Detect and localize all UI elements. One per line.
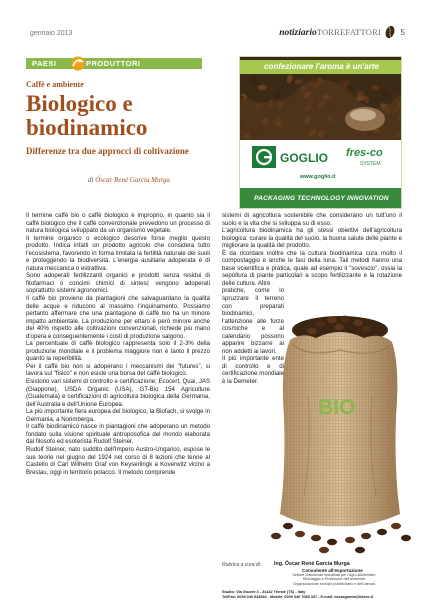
scattered-beans <box>271 523 411 553</box>
ad-partner-sub: SYSTEM <box>360 161 381 167</box>
ad-logos <box>240 140 402 188</box>
paragraph: Esistono vari sistemi di controllo e certificazione: Ecocert, Quai, JAS (Giappone), USDA Organic (USA), GT-Bio 154 Agriculture (Guatemala) e certificazioni di agricoltura biologica della Germania, dell'Australia e dell'Unione Europea. <box>26 378 210 408</box>
paragraph: Sono adoperati fertilizzanti organici e prodotti senza residui di fitofarmaci o concimi chimici di sintesi; vengono adoperati soprattutto sistemi agronomici. <box>26 272 210 295</box>
article-kicker: Caffè e ambiente <box>26 80 84 89</box>
coffee-sack-photo <box>268 296 414 556</box>
brand-bold: notiziario <box>279 28 317 38</box>
producers-logo-icon <box>70 56 86 71</box>
credits-contact <box>222 590 402 599</box>
ad-partner: fres-co <box>346 147 383 159</box>
paragraph: Rudolf Steiner, nato suddito dell'Impero Austro-Ungarico, espose le sue teorie nel giugno del 1924 nel corso di 8 lezioni che tenne al Castello di Carl Wilhelm Graf von Keyserlingk a Koverwitz vicino a Breslau, oggi in territorio polacco. Il metodo comprende <box>26 445 210 476</box>
credits-label: Rubrica a cura di: <box>222 562 262 568</box>
author-name: Óscar René García Murga <box>95 176 170 184</box>
paragraph: sistemi di agricoltura sostenibile che considerano un tutt'uno il suolo e la vita che si sviluppa su di esso. <box>222 212 402 227</box>
paragraph: Il termine caffè bio o caffè biologico è improprio, in quanto sia il caffè biologico che il caffè convenzionale prevedono un processo di natura biologica sviluppato da un organismo vegetale. <box>26 212 210 235</box>
paragraph: Il più importante ente di controllo e di certificazione mondiale è la Demeter. <box>222 355 284 386</box>
goglio-logo-icon <box>252 146 276 168</box>
coffee-bean-icon <box>385 25 395 39</box>
paragraph: La percentuale di caffè biologico rappresenta solo il 2-3% della produzione mondiale e il problema maggiore non è tanto il prezzo quanto la reperibilità. <box>26 340 210 363</box>
credits-line: Riciclaggio e Protezione dell'ambiente <box>302 577 366 582</box>
page-header <box>0 0 427 44</box>
credits-address: Studio: Via Gozzer 4 - 34142 Trieste (TS) - Italy <box>222 590 306 594</box>
paragraph: Il caffè bio proviene da piantagioni che salvaguardano la qualità delle acque e riducono al massimo l'inquinamento. Possiamo pertanto affermare che una piantagione di caffè bio ha un minore impatto ambientale. La produzione per ettaro è però minore anche del 40% rispetto alle coltivazioni convenzionali, richiede più mano d'opera e conseguentemente i costi di produzione salgono. <box>26 295 210 340</box>
goglio-advertisement[interactable] <box>239 56 402 209</box>
credits-phone-email[interactable]: Tel/Fax: 0039 040 943682 - Mobile: 0039 340 7085 337 - E-mail: oscargarcia@libero.it <box>222 594 373 599</box>
paragraph: La più importante fiera europea del biologico, la Biofach, si svolge in Germania, a Norimberga. <box>26 408 210 423</box>
left-column <box>26 212 210 476</box>
ad-url[interactable]: www.goglio.it <box>300 174 336 180</box>
ad-bean <box>258 85 266 91</box>
section-right: PRODUTTORI <box>86 59 141 68</box>
paragraph: È da ricordare inoltre che la cultura biodinamica cura molto il compostaggio e anche le fasi della luna. Tali metodi hanno una base scientifica e pratica, quale ad esempio il "sovescio", ossia la sepoltura di piante particolari a scopo fertilizzante e la rotazione delle culture. Altre <box>222 249 402 287</box>
credits-lines <box>266 573 402 586</box>
article-byline <box>88 176 170 184</box>
article-subtitle: Differenze tra due approcci di coltivazione <box>26 146 189 156</box>
paragraph: pratiche, come lo spruzzare il terreno con preparati biodinamici, l'attenzione alle forze cosmiche e al calendario possono apparire bizzarre ai non addetti ai lavori. <box>222 287 284 355</box>
paragraph: Il termine organico o ecologico descrive forse meglio questo prodotto. Indica infatti un prodotto agricolo che considera tutto l'ecosistema, favorendo in forma limitata la fertilità naturale dei suoli e proteggendo la biodiversità. L'energia ausiliaria adoperata è di natura meccanica o estrattiva. <box>26 234 210 272</box>
paragraph: L'agricoltura biodinamica ha gli stessi obiettivi dell'agricoltura biologica: curare la qualità del suolo, la buona salute delle piante e migliorare la qualità del prodotto. <box>222 227 402 250</box>
brand-rest: TORREFATTORI <box>316 27 381 37</box>
credits-line: Settore Macchinari Industriali per l'Agro-Alimentare <box>292 573 376 577</box>
credits-name: Ing. Óscar René García Murga <box>274 561 350 567</box>
section-bar <box>26 58 202 69</box>
issue-date: gennaio 2013 <box>30 30 73 37</box>
page-number: 5 <box>400 28 405 37</box>
ad-tagline: confezionare l'aroma è un'arte <box>240 60 402 74</box>
paragraph: Il caffè biodinamico nasce in piantagioni che adoperano un metodo fondato sulla visione spirituale antroposofica del mondo elaborata dal filosofo ed esoterista Rudolf Steiner. <box>26 423 210 446</box>
article-title: Biologico e biodinamico <box>26 91 148 140</box>
ad-bottom-banner: PACKAGING TECHNOLOGY INNOVATION <box>240 188 402 209</box>
byline-prefix: di <box>88 176 94 184</box>
sack-bio-label: BIO <box>318 396 356 419</box>
credits-role: Consulente all'esportazione <box>302 568 363 573</box>
magazine-brand <box>279 27 381 38</box>
paragraph: Per il caffè bio non si adoperano i meccanismi dei "futures", si lavora sul "fisico" e non esiste una borsa del caffè biologico. <box>26 362 210 378</box>
ad-coffee-photo <box>240 57 402 140</box>
section-left: PAESI <box>32 59 57 68</box>
ad-brand: GOGLIO <box>280 151 328 165</box>
credits-line: Organizzazione servizio pubblicitario e dell'utenza <box>293 581 375 586</box>
